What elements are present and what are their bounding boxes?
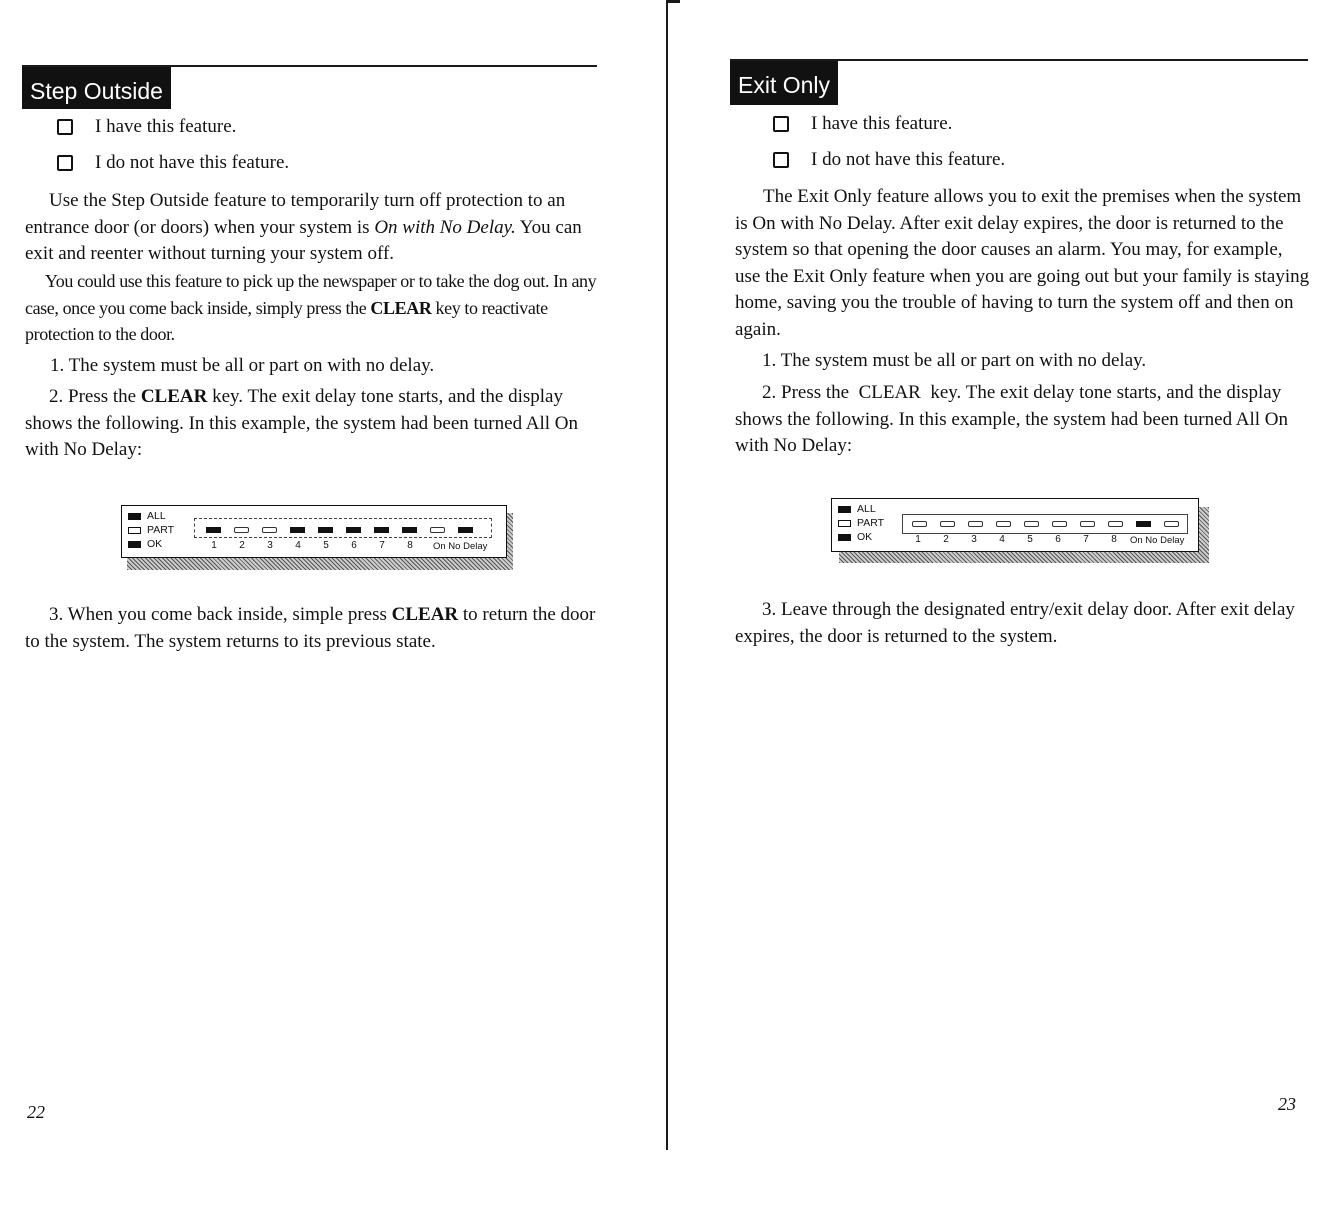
option-not-have-feature[interactable] [57,152,289,174]
status-legend: ALL PART OK [838,502,884,544]
keypad-display [831,498,1199,552]
on-indicator-icon [1136,521,1151,527]
zone-indicator-icon [402,527,417,533]
ok-indicator-icon [128,541,141,548]
zone-indicators [912,521,1192,527]
on-no-delay-indicator-icon [458,527,473,533]
zone-indicator-icon [262,527,277,533]
step-2: 2. Press the CLEAR key. The exit delay tone starts, and the display shows the following. In this example, the system had been turned All On with No Delay: [735,382,1293,456]
zone-indicator-icon [206,527,221,533]
all-indicator-icon [838,506,851,513]
zone-indicator-icon [290,527,305,533]
part-indicator-icon [128,527,141,534]
option-not-have-feature[interactable] [773,149,1005,171]
step-2: 2. Press the CLEAR key. The exit delay tone starts, and the display shows the following. In this example, the system had been turned All On with No Delay: [25,386,579,460]
all-indicator-icon [128,513,141,520]
zone-indicator-icon [968,521,983,527]
part-indicator-icon [838,520,851,527]
zone-indicator-icon [912,521,927,527]
right-page [668,0,1330,1220]
zone-indicator-icon [346,527,361,533]
page-number: 23 [1278,1094,1296,1114]
checkbox-icon[interactable] [57,119,73,135]
zone-indicator-icon [1080,521,1095,527]
zone-indicator-icon [318,527,333,533]
no-delay-indicator-icon [1164,521,1179,527]
zone-numbers: 1 2 3 4 5 6 7 8 [915,534,1117,545]
on-no-delay-label: On No Delay [433,541,488,552]
intro-emphasis: On with No Delay. [374,216,516,238]
checkbox-icon[interactable] [773,152,789,168]
option-label: I do not have this feature. [95,152,290,173]
option-have-feature[interactable] [57,116,236,138]
intro-paragraph: The Exit Only feature allows you to exit the premises when the system is On with No Delay. After exit delay expires, the door is returned to the system so that opening the door causes an alarm. You may, for example, use the Exit Only feature when you are going out but your family is staying home, saving you the trouble of having to turn the system off and then on again. [735,186,1310,340]
zone-indicator-icon [1024,521,1039,527]
zone-indicator-icon [1052,521,1067,527]
page-number: 22 [27,1102,45,1122]
status-legend: ALL PART OK [128,509,174,551]
zone-indicator-icon [1108,521,1123,527]
zone-indicator-icon [430,527,445,533]
step-3: 3. Leave through the designated entry/exit delay door. After exit delay expires, the door is returned to the system. [735,599,1295,647]
zone-numbers: 1 2 3 4 5 6 7 8 [211,540,413,551]
zone-indicator-icon [940,521,955,527]
option-have-feature[interactable] [773,113,952,135]
clear-key-label: CLEAR [140,386,208,407]
step-1: 1. The system must be all or part on with no delay. [50,355,435,376]
section-heading: Step Outside [22,67,171,109]
intro-paragraph: Use the Step Outside feature to temporarily turn off protection to an entrance door (or doors) when your system is On with No Delay. You can exit and reenter without turning your system off. [25,190,582,264]
clear-key-label: CLEAR [391,604,459,625]
clear-key-label: CLEAR [370,297,432,318]
zone-indicator-icon [374,527,389,533]
on-no-delay-label: On No Delay [1130,535,1185,546]
section-heading: Exit Only [730,61,838,105]
keypad-display [121,505,507,558]
option-label: I have this feature. [95,116,237,137]
zone-indicator-icon [234,527,249,533]
checkbox-icon[interactable] [57,155,73,171]
checkbox-icon[interactable] [773,116,789,132]
option-label: I have this feature. [811,113,953,134]
ok-indicator-icon [838,534,851,541]
option-label: I do not have this feature. [811,149,1006,170]
step-1: 1. The system must be all or part on with no delay. [762,350,1147,371]
step-3: 3. When you come back inside, simple press CLEAR to return the door to the system. The system returns to its previous state. [25,604,596,652]
zone-indicators [206,527,486,533]
note-paragraph: You could use this feature to pick up the newspaper or to take the dog out. In any case, once you come back inside, simply press the CLEAR key to reactivate protection to the door. [25,271,597,344]
zone-indicator-icon [996,521,1011,527]
